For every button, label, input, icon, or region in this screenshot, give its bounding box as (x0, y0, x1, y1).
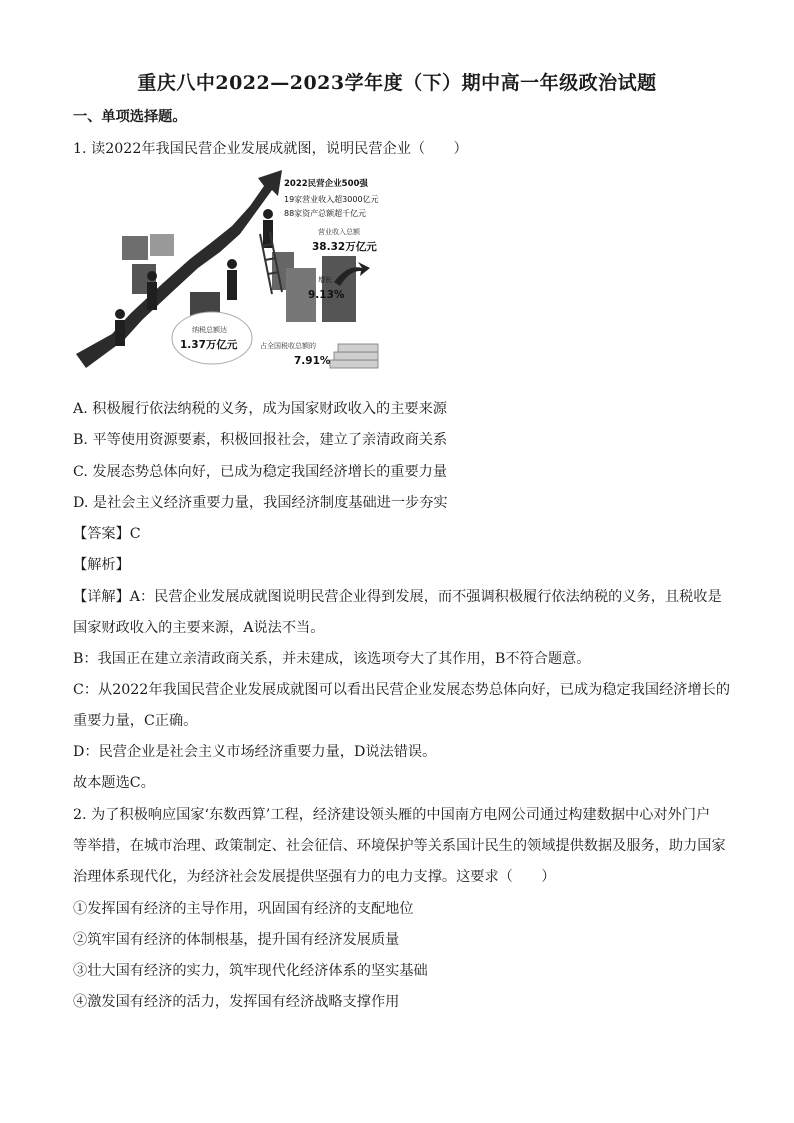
money-stack-icon (330, 344, 378, 368)
q1-analysis-line: 重要力量，C正确。 (73, 713, 198, 729)
figure-illustration (72, 164, 390, 386)
q1-answer: 【答案】C (73, 526, 141, 542)
question-2-stem: 2. 为了积极响应国家‘东数西算’工程，经济建设领头雁的中国南方电网公司通过构建数据中心对外门户 (73, 807, 711, 823)
q1-analysis-line: 【详解】A：民营企业发展成就图说明民营企业得到发展，而不强调积极履行依法纳税的义务，且税收是 (73, 589, 722, 605)
q1-option-d: D. 是社会主义经济重要力量，我国经济制度基础进一步夯实 (73, 495, 448, 511)
q1-analysis-heading: 【解析】 (73, 557, 130, 573)
q2-option-2: ②筑牢国有经济的体制根基，提升国有经济发展质量 (73, 932, 400, 948)
decor-block (150, 234, 174, 256)
tax-bubble (172, 312, 252, 364)
section-heading: 一、单项选择题。 (73, 109, 187, 125)
private-enterprise-achievement-figure (72, 164, 390, 386)
q1-analysis-line: 国家财政收入的主要来源，A说法不当。 (73, 620, 325, 636)
figure-line-2: 88家资产总额超千亿元 (284, 209, 367, 218)
q1-option-a: A. 积极履行依法纳税的义务，成为国家财政收入的主要来源 (73, 401, 447, 417)
q2-option-4: ④激发国有经济的活力，发挥国有经济战略支撑作用 (73, 994, 400, 1010)
q1-analysis-line: B：我国正在建立亲清政商关系，并未建成，该选项夸大了其作用，B不符合题意。 (73, 651, 591, 667)
tax-value: 1.37万亿元 (180, 339, 238, 351)
figure-headline: 2022民营企业500强 (284, 179, 368, 189)
q1-option-b: B. 平等使用资源要素，积极回报社会，建立了亲清政商关系 (73, 432, 448, 448)
q2-option-3: ③壮大国有经济的实力，筑牢现代化经济体系的坚实基础 (73, 963, 428, 979)
tax-label: 纳税总额达 (192, 326, 227, 334)
question-2-stem: 等举措，在城市治理、政策制定、社会征信、环境保护等关系国计民生的领域提供数据及服务，助力国家 (73, 838, 726, 854)
share-label: 占全国税收总额的 (260, 342, 316, 350)
q1-analysis-line: C：从2022年我国民营企业发展成就图可以看出民营企业发展态势总体向好，已成为稳定我国经济增长的 (73, 682, 731, 698)
decor-block (122, 236, 148, 260)
page-title: 重庆八中2022—2023学年度（下）期中高一年级政治试题 (137, 72, 657, 94)
q2-option-1: ①发挥国有经济的主导作用，巩固国有经济的支配地位 (73, 901, 414, 917)
q1-option-c: C. 发展态势总体向好，已成为稳定我国经济增长的重要力量 (73, 464, 448, 480)
revenue-value: 38.32万亿元 (312, 241, 377, 253)
q1-analysis-line: D：民营企业是社会主义市场经济重要力量，D说法错误。 (73, 744, 437, 760)
figure-line-1: 19家营业收入超3000亿元 (284, 195, 379, 204)
growth-label: 增长 (318, 276, 332, 284)
q1-analysis-line: 故本题选C。 (73, 775, 155, 791)
revenue-label: 营业收入总额 (318, 228, 360, 236)
question-2-stem: 治理体系现代化，为经济社会发展提供坚强有力的电力支撑。这要求（ ） (73, 869, 556, 885)
share-value: 7.91% (294, 355, 331, 367)
question-1-stem: 1. 读2022年我国民营企业发展成就图，说明民营企业（ ） (73, 141, 468, 157)
growth-value: 9.13% (308, 289, 345, 301)
